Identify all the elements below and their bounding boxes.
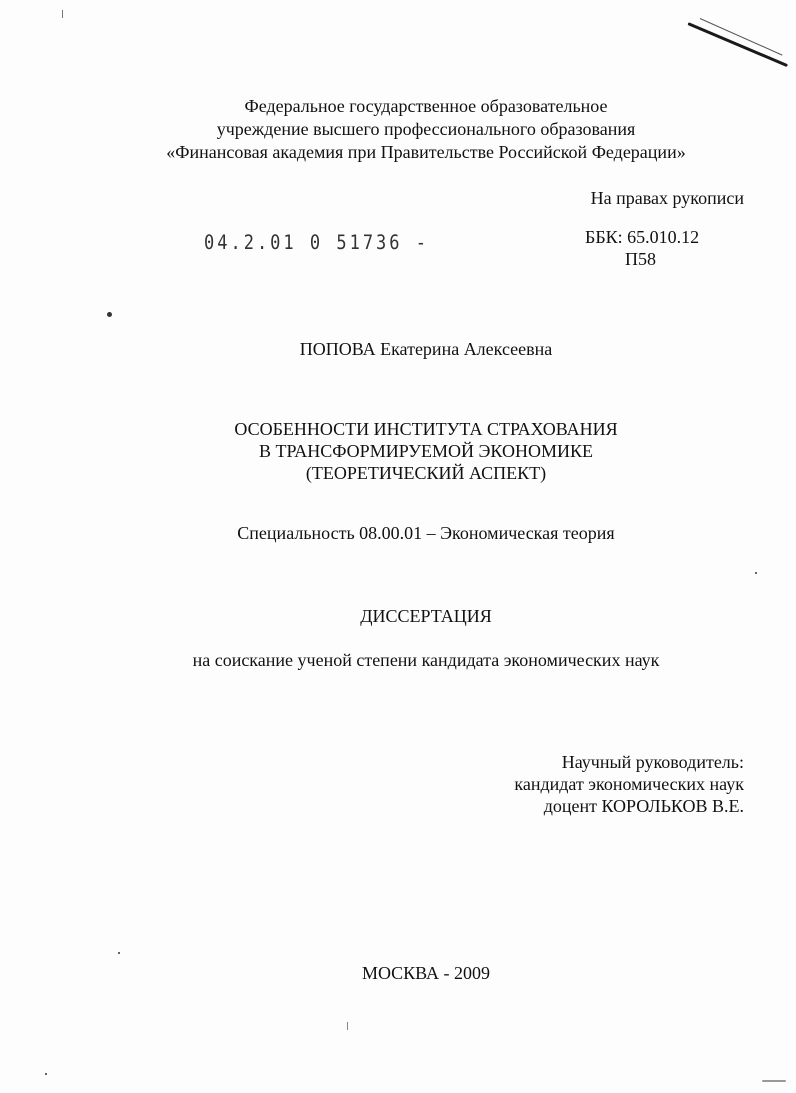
pen-stroke-mark-thin xyxy=(700,18,783,56)
supervisor-label: Научный руководитель: xyxy=(561,752,744,772)
title-line-1: ОСОБЕННОСТИ ИНСТИТУТА СТРАХОВАНИЯ xyxy=(234,419,618,439)
title-line-2: В ТРАНСФОРМИРУЕМОЙ ЭКОНОМИКЕ xyxy=(259,441,593,461)
pen-stroke-mark xyxy=(687,22,788,67)
scan-speck xyxy=(347,1022,348,1030)
institution-line-2: учреждение высшего профессионального образования xyxy=(216,119,636,139)
scan-speck xyxy=(755,572,757,574)
document-type: ДИССЕРТАЦИЯ xyxy=(360,606,492,626)
supervisor-degree: кандидат экономических наук xyxy=(514,774,744,794)
scan-speck xyxy=(107,312,112,317)
institution-line-1: Федеральное государственное образовательное xyxy=(244,96,608,116)
scan-speck xyxy=(118,952,120,954)
scan-speck xyxy=(45,1073,47,1075)
supervisor-name: доцент КОРОЛЬКОВ В.Е. xyxy=(543,796,744,816)
specialty-line: Специальность 08.00.01 – Экономическая теория xyxy=(237,523,615,543)
city-year: МОСКВА - 2009 xyxy=(361,963,491,983)
archive-stamp-number: 04.2.01 0 51736 - xyxy=(204,231,429,255)
scan-speck xyxy=(62,10,63,18)
author-name: ПОПОВА Екатерина Алексеевна xyxy=(299,339,553,359)
degree-line: на соискание ученой степени кандидата экономических наук xyxy=(192,650,660,670)
rights-note: На правах рукописи xyxy=(590,188,744,208)
scan-speck xyxy=(762,1080,786,1082)
title-line-3: (ТЕОРЕТИЧЕСКИЙ АСПЕКТ) xyxy=(305,463,547,483)
author-mark-code: П58 xyxy=(625,249,656,269)
bbk-code: ББК: 65.010.12 xyxy=(585,227,700,247)
institution-line-3: «Финансовая академия при Правительстве Российской Федерации» xyxy=(166,142,686,162)
